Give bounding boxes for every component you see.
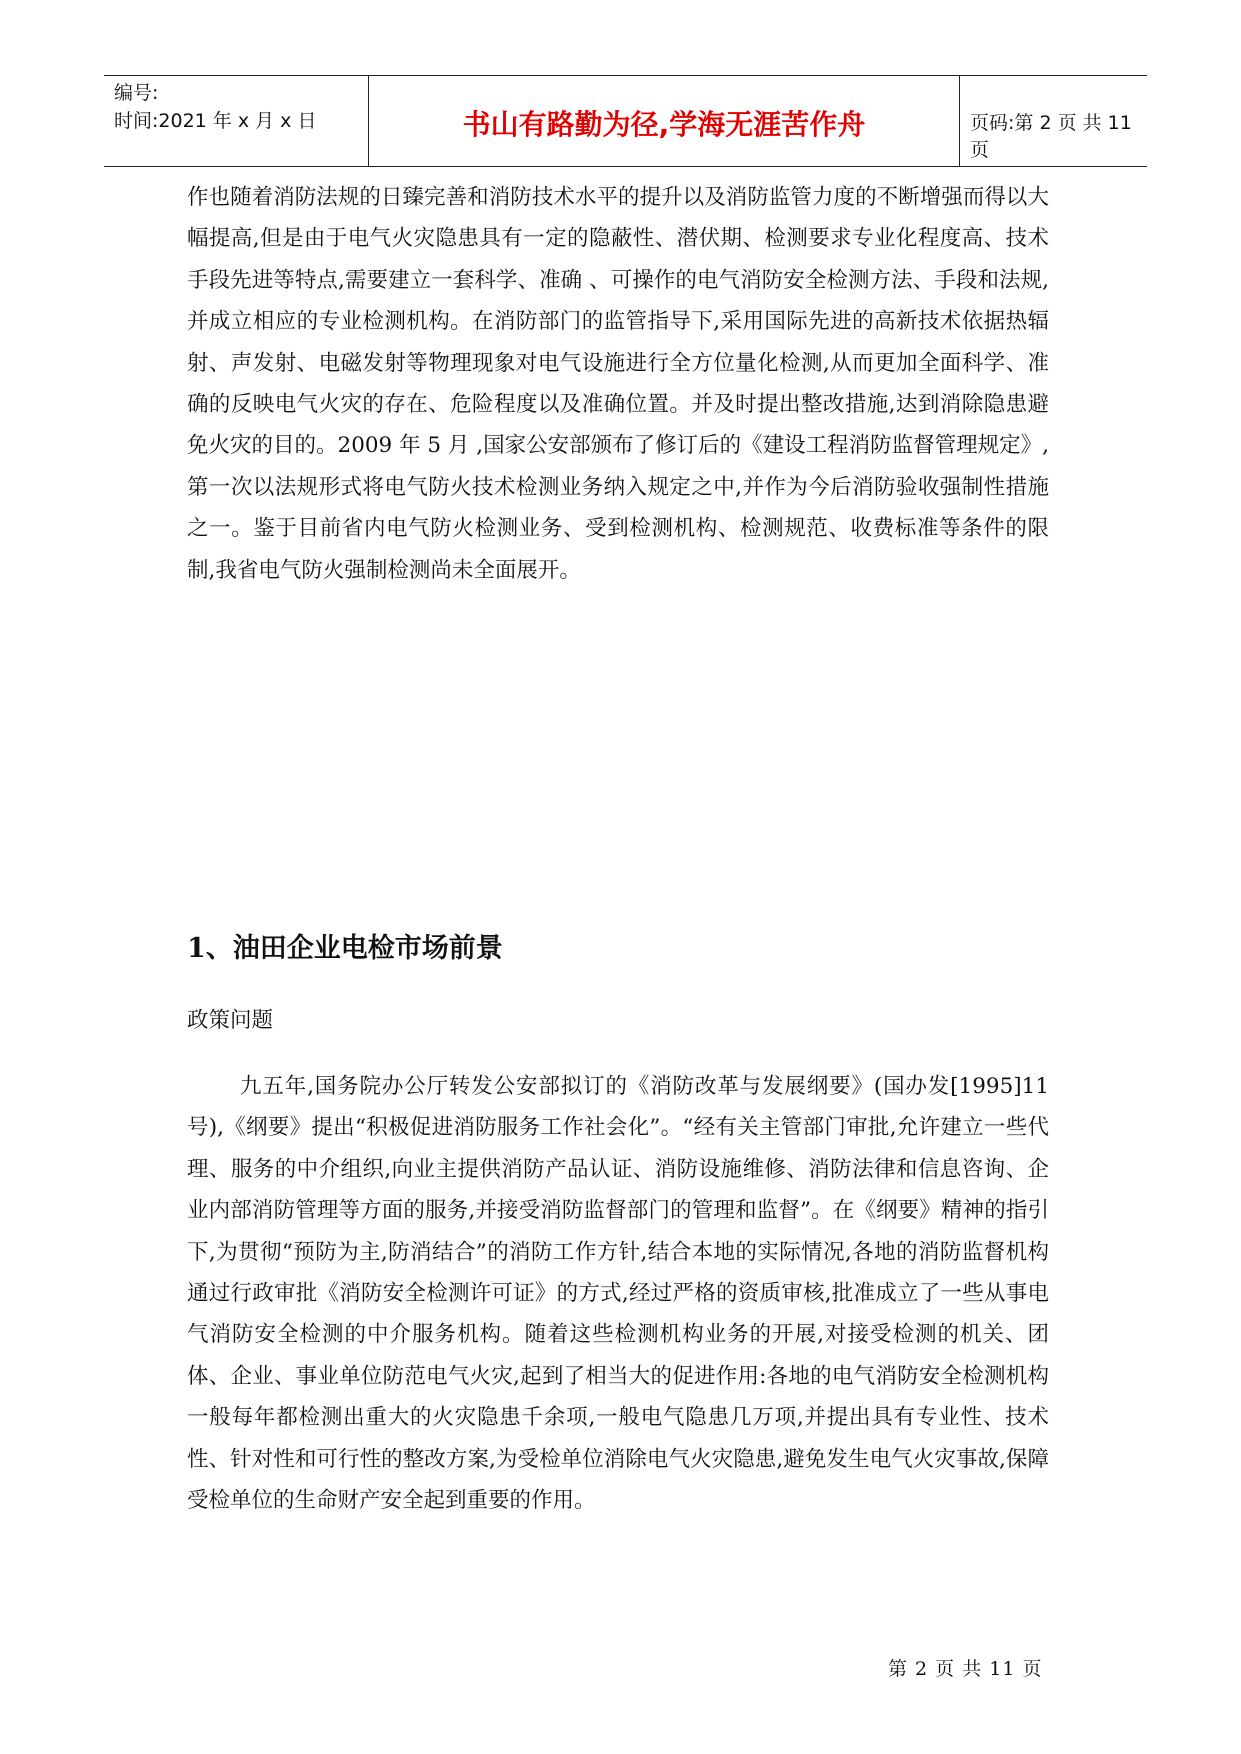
body-paragraph-2: 九五年,国务院办公厅转发公安部拟订的《消防改革与发展纲要》(国办发[1995]11 号),《纲要》提出“积极促进消防服务工作社会化”。“经有关主管部门审批,允许建立一些代理、服务的中介组织,向业主提供消防产品认证、消防设施维修、消防法律和信息咨询、企业内部消防管理等方面的服务,并接受消防监督部门的管理和监督”。在《纲要》精神的指引下,为贯彻“预防为主,防消结合”的消防工作方针,结合本地的实际情况,各地的消防监督机构通过行政审批《消防安全检测许可证》的方式,经过严格的资质审核,批准成立了一些从事电气消防安全检测的中介服务机构。随着这些检测机构业务的开展,对接受检测的机关、团体、企业、事业单位防范电气火灾,起到了相当大的促进作用:各地的电气消防安全检测机构一般每年都检测出重大的火灾隐患千余项,一般电气隐患几万项,并提出具有专业性、技术性、针对性和可行性的整改方案,为受检单位消除电气火灾隐患,避免发生电气火灾事故,保障受检单位的生命财产安全起到重要的作用。 xyxy=(187,1074,1049,1514)
subsection-heading: 政策问题 xyxy=(187,1008,274,1033)
header-meta-cell xyxy=(104,76,368,166)
page-header xyxy=(104,75,1147,167)
document-time-label: 时间:2021 年 x 月 x 日 xyxy=(114,110,317,132)
header-page-code: 页码:第 2 页 共 11 页 xyxy=(970,112,1132,161)
document-number-label: 编号: xyxy=(114,82,159,104)
section-heading: 1、油田企业电检市场前景 xyxy=(187,933,503,964)
header-motto-cell xyxy=(368,76,960,166)
header-motto: 书山有路勤为径,学海无涯苦作舟 xyxy=(462,108,866,141)
page-footer-indicator: 第 2 页 共 11 页 xyxy=(888,1658,1043,1680)
body-paragraph-1: 作也随着消防法规的日臻完善和消防技术水平的提升以及消防监管力度的不断增强而得以大幅提高,但是由于电气火灾隐患具有一定的隐蔽性、潜伏期、检测要求专业化程度高、技术手段先进等特点,需要建立一套科学、准确 、可操作的电气消防安全检测方法、手段和法规,并成立相应的专业检测机构。在消防部门的监管指导下,采用国际先进的高新技术依据热辐射、声发射、电磁发射等物理现象对电气设施进行全方位量化检测,从而更加全面科学、准确的反映电气火灾的存在、危险程度以及准确位置。并及时提出整改措施,达到消除隐患避免火灾的目的。2009 年 5 月 ,国家公安部颁布了修订后的《建设工程消防监督管理规定》,第一次以法规形式将电气防火技术检测业务纳入规定之中,并作为今后消防验收强制性措施之一。鉴于目前省内电气防火检测业务、受到检测机构、检测规范、收费标准等条件的限制,我省电气防火强制检测尚未全面展开。 xyxy=(187,185,1049,583)
header-page-cell xyxy=(960,76,1147,166)
